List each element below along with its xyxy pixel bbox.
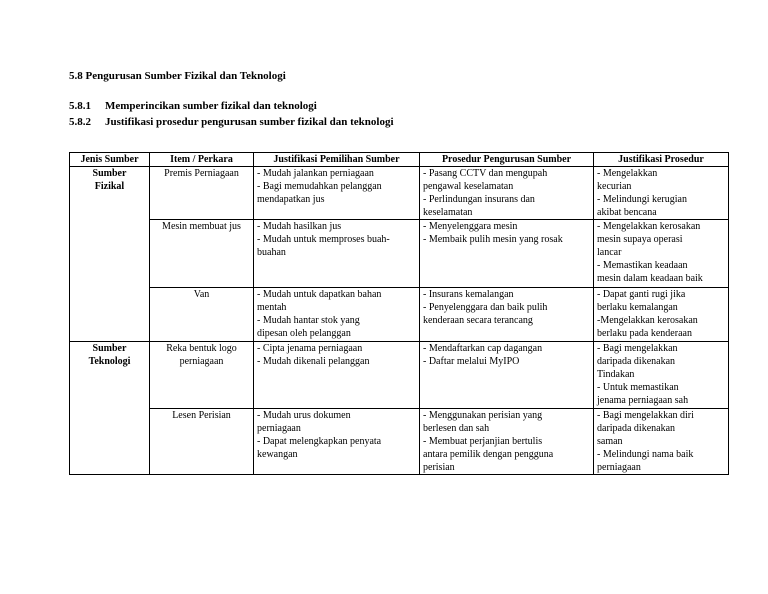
cell-text-line: - Untuk memastikan [597, 382, 679, 393]
cell-text-line: - Dapat melengkapkan penyata [257, 436, 382, 447]
cell-item [150, 342, 254, 409]
cell-justifikasi-pemilihan [254, 288, 420, 342]
cell-text-line: - Mudah untuk dapatkan bahan [257, 289, 382, 300]
cell-text-line: - Insurans kemalangan [423, 289, 514, 300]
cell-text-line: - Mendaftarkan cap dagangan [423, 343, 543, 354]
table-row [70, 342, 729, 409]
cell-text-line: keselamatan [423, 207, 473, 218]
cell-text-line: pengawal keselamatan [423, 181, 514, 192]
cell-text-line: lancar [597, 247, 622, 258]
cell-text-line: - Mudah dikenali pelanggan [257, 356, 370, 367]
cell-justifikasi-pemilihan [254, 167, 420, 220]
cell-text-line: - Bagi mengelakkan diri [597, 410, 694, 421]
cell-text-line: perniagaan [179, 356, 224, 367]
section-heading: 5.8 Pengurusan Sumber Fizikal dan Teknologi [69, 70, 286, 82]
cell-text-line: -Mengelakkan kerosakan [597, 315, 698, 326]
cell-text-line: - Mengelakkan kerosakan [597, 221, 701, 232]
cell-item [150, 167, 254, 220]
cell-prosedur-pengurusan [420, 220, 594, 288]
jenis-sumber-text: Sumber [92, 343, 127, 354]
cell-text-line: - Melindungi kerugian [597, 194, 687, 205]
cell-text-line: kewangan [257, 449, 298, 460]
table-body [70, 167, 729, 475]
cell-text-line: - Perlindungan insurans dan [423, 194, 535, 205]
cell-prosedur-pengurusan [420, 288, 594, 342]
cell-text-line: daripada dikenakan [597, 356, 676, 367]
cell-text-line: - Membaik pulih mesin yang rosak [423, 234, 563, 245]
cell-text-line: mentah [257, 302, 287, 313]
table-row [70, 167, 729, 220]
subheading-text: Memperincikan sumber fizikal dan teknologi [105, 100, 317, 112]
cell-text-line: berlesen dan sah [423, 423, 490, 434]
cell-justifikasi-pemilihan [254, 342, 420, 409]
cell-text-line: antara pemilik dengan pengguna [423, 449, 554, 460]
cell-justifikasi-prosedur [594, 220, 729, 288]
cell-justifikasi-pemilihan [254, 220, 420, 288]
subheading-5-8-1 [69, 100, 317, 112]
cell-text-line: akibat bencana [597, 207, 657, 218]
cell-text-line: - Dapat ganti rugi jika [597, 289, 686, 300]
table-row [70, 409, 729, 475]
jenis-sumber-text: Sumber [92, 168, 127, 179]
cell-text-line: - Mudah untuk memproses buah- [257, 234, 390, 245]
table-header-row [70, 153, 729, 167]
cell-item [150, 220, 254, 288]
cell-text-line: - Bagi mengelakkan [597, 343, 678, 354]
subheading-text: Justifikasi prosedur pengurusan sumber fizikal dan teknologi [105, 116, 394, 128]
cell-text-line: Tindakan [597, 369, 635, 380]
cell-text-line: perniagaan [257, 423, 301, 434]
cell-text-line: Reka bentuk logo [166, 343, 237, 354]
cell-text-line: Van [193, 289, 210, 300]
cell-jenis-sumber [70, 342, 150, 475]
cell-text-line: - Membuat perjanjian bertulis [423, 436, 543, 447]
cell-text-line: jenama perniagaan sah [597, 395, 689, 406]
cell-text-line: Lesen Perisian [172, 410, 231, 421]
cell-text-line: perisian [423, 462, 455, 473]
header-jenis-sumber: Jenis Sumber [70, 153, 150, 167]
cell-text-line: - Memastikan keadaan [597, 260, 688, 271]
table-row [70, 220, 729, 288]
resource-table [69, 152, 729, 475]
cell-prosedur-pengurusan [420, 342, 594, 409]
header-justifikasi-pemilihan: Justifikasi Pemilihan Sumber [254, 153, 420, 167]
cell-text-line: Mesin membuat jus [162, 221, 241, 232]
cell-text-line: daripada dikenakan [597, 423, 676, 434]
cell-text-line: - Daftar melalui MyIPO [423, 356, 520, 367]
cell-text-line: mesin supaya operasi [597, 234, 683, 245]
cell-text-line: - Melindungi nama baik [597, 449, 694, 460]
subheading-number: 5.8.1 [69, 100, 91, 112]
cell-justifikasi-pemilihan [254, 409, 420, 475]
cell-text-line: - Pasang CCTV dan mengupah [423, 168, 548, 179]
cell-prosedur-pengurusan [420, 409, 594, 475]
cell-text-line: saman [597, 436, 623, 447]
cell-text-line: - Bagi memudahkan pelanggan [257, 181, 382, 192]
cell-text-line: - Mudah urus dokumen [257, 410, 351, 421]
cell-text-line: berlaku kemalangan [597, 302, 678, 313]
jenis-sumber-text: Fizikal [94, 181, 125, 192]
cell-text-line: - Mengelakkan [597, 168, 658, 179]
cell-justifikasi-prosedur [594, 288, 729, 342]
cell-justifikasi-prosedur [594, 409, 729, 475]
cell-justifikasi-prosedur [594, 342, 729, 409]
header-item-perkara: Item / Perkara [150, 153, 254, 167]
jenis-sumber-text: Teknologi [88, 356, 131, 367]
cell-text-line: - Mudah hasilkan jus [257, 221, 342, 232]
cell-text-line: - Menyelenggara mesin [423, 221, 518, 232]
cell-item [150, 288, 254, 342]
cell-text-line: Premis Perniagaan [164, 168, 239, 179]
table-row [70, 288, 729, 342]
header-justifikasi-prosedur: Justifikasi Prosedur [594, 153, 729, 167]
cell-item [150, 409, 254, 475]
cell-text-line: mesin dalam keadaan baik [597, 273, 703, 284]
cell-text-line: berlaku pada kenderaan [597, 328, 692, 339]
cell-text-line: buahan [257, 247, 286, 258]
cell-text-line: mendapatkan jus [257, 194, 325, 205]
cell-text-line: kenderaan secara terancang [423, 315, 533, 326]
cell-prosedur-pengurusan [420, 167, 594, 220]
subheading-5-8-2 [69, 116, 394, 128]
header-prosedur-pengurusan: Prosedur Pengurusan Sumber [420, 153, 594, 167]
cell-text-line: perniagaan [597, 462, 641, 473]
cell-text-line: kecurian [597, 181, 632, 192]
cell-text-line: - Mudah jalankan perniagaan [257, 168, 374, 179]
cell-text-line: dipesan oleh pelanggan [257, 328, 351, 339]
cell-text-line: - Menggunakan perisian yang [423, 410, 543, 421]
cell-text-line: - Cipta jenama perniagaan [257, 343, 363, 354]
cell-text-line: - Penyelenggara dan baik pulih [423, 302, 548, 313]
cell-text-line: - Mudah hantar stok yang [257, 315, 360, 326]
cell-jenis-sumber [70, 167, 150, 342]
subheading-number: 5.8.2 [69, 116, 91, 128]
cell-justifikasi-prosedur [594, 167, 729, 220]
